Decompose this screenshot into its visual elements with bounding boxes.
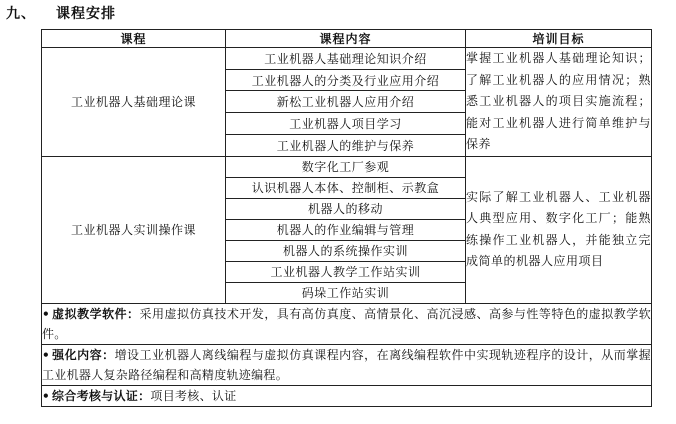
course-content-item: 工业机器人项目学习: [226, 113, 466, 135]
note-enhanced-content: [42, 344, 652, 385]
note-text: 采用虚拟仿真技术开发，具有高仿真度、高情景化、高沉浸感、高参与性等特色的虚拟教学软件。: [42, 306, 651, 341]
course-name: 工业机器人基础理论课: [42, 48, 226, 157]
note-text: 增设工业机器人离线编程与虚拟仿真课程内容，在离线编程软件中实现轨迹程序的设计，从而掌握工业机器人复杂路径编程和高精度轨迹编程。: [42, 347, 651, 382]
section-heading: [6, 3, 116, 23]
course-content-item: 机器人的移动: [226, 198, 466, 219]
course-content-item: 认识机器人本体、控制柜、示教盒: [226, 177, 466, 198]
training-goal: 实际了解工业机器人、工业机器人典型应用、数字化工厂；能熟练操作工业机器人，并能独立完成简单的机器人应用项目: [466, 156, 652, 303]
course-content-item: 码垛工作站实训: [226, 282, 466, 303]
bullet-icon: •: [42, 306, 50, 321]
training-goal: 掌握工业机器人基础理论知识；了解工业机器人的应用情况；熟悉工业机器人的项目实施流程；能对工业机器人进行简单维护与保养: [466, 48, 652, 157]
course-content-item: 数字化工厂参观: [226, 156, 466, 177]
course-content-item: 新松工业机器人应用介绍: [226, 91, 466, 113]
course-name: 工业机器人实训操作课: [42, 156, 226, 303]
header-row: [42, 30, 652, 48]
course-content-item: 工业机器人的分类及行业应用介绍: [226, 69, 466, 91]
note-virtual-software: [42, 303, 652, 344]
note-row: [42, 303, 652, 344]
section-number: 九、: [6, 6, 36, 22]
note-title: 综合考核与认证：: [51, 388, 151, 403]
course-schedule-table: [41, 29, 652, 407]
course-content-item: 工业机器人的维护与保养: [226, 134, 466, 156]
table-row: [42, 48, 652, 70]
note-title: 强化内容：: [51, 347, 115, 362]
course-content-item: 工业机器人教学工作站实训: [226, 261, 466, 282]
table-row: [42, 156, 652, 177]
note-assessment: [42, 385, 652, 406]
header-goal: 培训目标: [466, 30, 652, 48]
bullet-icon: •: [42, 347, 50, 362]
bullet-icon: •: [42, 388, 50, 403]
course-content-item: 工业机器人基础理论知识介绍: [226, 48, 466, 70]
course-content-item: 机器人的系统操作实训: [226, 240, 466, 261]
note-text: 项目考核、认证: [150, 388, 237, 403]
note-row: [42, 385, 652, 406]
header-content: 课程内容: [226, 30, 466, 48]
header-course: 课程: [42, 30, 226, 48]
course-content-item: 机器人的作业编辑与管理: [226, 219, 466, 240]
note-row: [42, 344, 652, 385]
section-title: 课程安排: [56, 6, 116, 22]
note-title: 虚拟教学软件：: [51, 306, 140, 321]
